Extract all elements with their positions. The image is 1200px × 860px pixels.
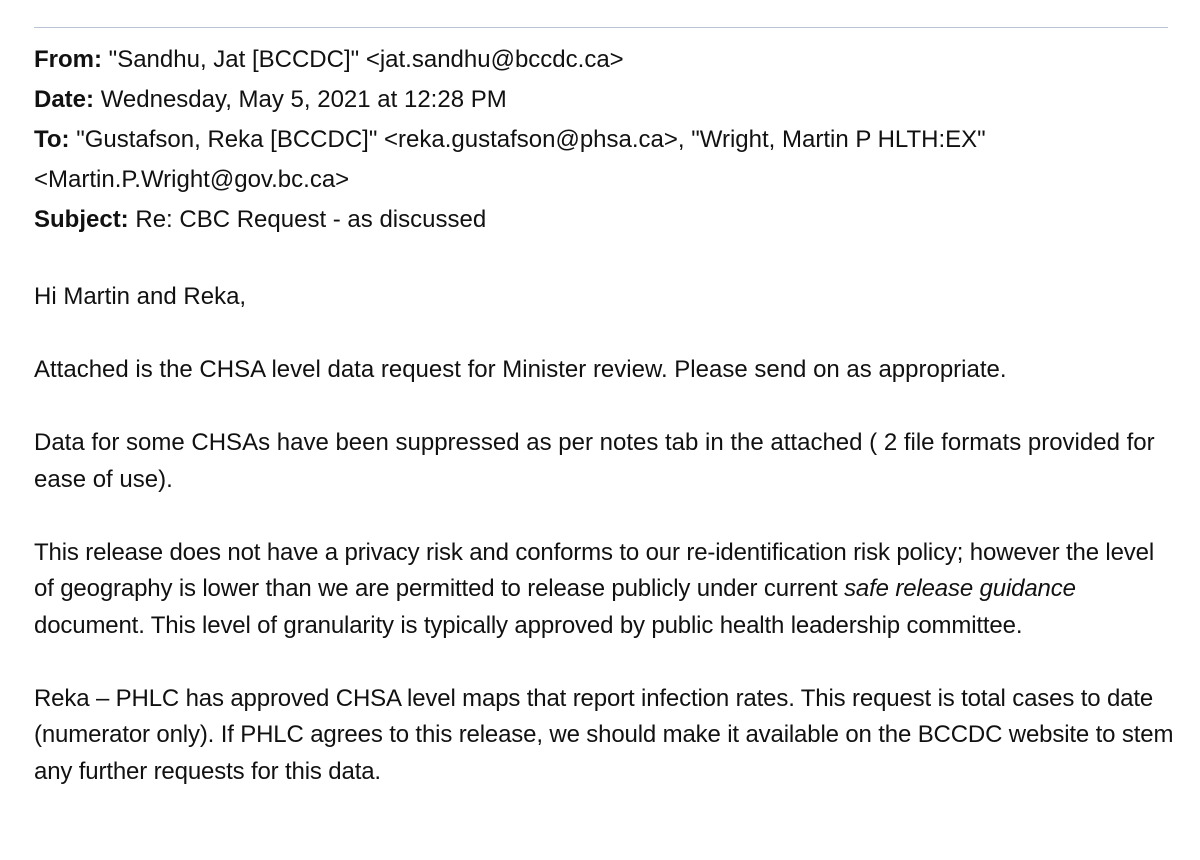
body-paragraph-privacy: [34, 535, 1174, 645]
body-paragraph-attached: Attached is the CHSA level data request for Minister review. Please send on as appropriate.: [34, 356, 1007, 383]
date-label: Date:: [34, 86, 95, 113]
body-paragraph-suppressed: Data for some CHSAs have been suppressed as per notes tab in the attached ( 2 file formats provided for ease of use).: [34, 429, 1155, 493]
to-label: To:: [34, 126, 70, 153]
date-row: [34, 80, 1174, 120]
to-row-continued: [34, 160, 1174, 200]
privacy-text-end: document. This level of granularity is typically approved by public health leadership committee.: [34, 611, 1023, 639]
from-label: From:: [34, 46, 102, 73]
from-value: "Sandhu, Jat [BCCDC]" <jat.sandhu@bccdc.ca>: [108, 46, 624, 73]
privacy-text-start: This release does not have a privacy risk and conforms to our re-identification risk policy; however the level of geography is lower than we are permitted to release publicly under current: [34, 538, 1155, 602]
email-body: [34, 279, 1174, 790]
from-row: [34, 40, 1174, 80]
subject-label: Subject:: [34, 206, 129, 233]
header-divider: [34, 27, 1168, 28]
body-paragraph-phlc: Reka – PHLC has approved CHSA level maps that report infection rates. This request is total cases to date (numerator only). If PHLC agrees to this release, we should make it available on the BCCDC website to stem any further requests for this data.: [34, 684, 1174, 785]
greeting: Hi Martin and Reka,: [34, 283, 247, 310]
to-value-line1: "Gustafson, Reka [BCCDC]" <reka.gustafson@phsa.ca>, "Wright, Martin P HLTH:EX": [76, 126, 986, 153]
subject-value: Re: CBC Request - as discussed: [135, 206, 487, 233]
to-row: [34, 120, 1174, 160]
to-value-line2: <Martin.P.Wright@gov.bc.ca>: [34, 166, 350, 193]
email-headers: [34, 40, 1174, 240]
safe-release-guidance-emphasis: safe release guidance: [844, 575, 1076, 602]
date-value: Wednesday, May 5, 2021 at 12:28 PM: [100, 86, 507, 113]
subject-row: [34, 200, 1174, 240]
